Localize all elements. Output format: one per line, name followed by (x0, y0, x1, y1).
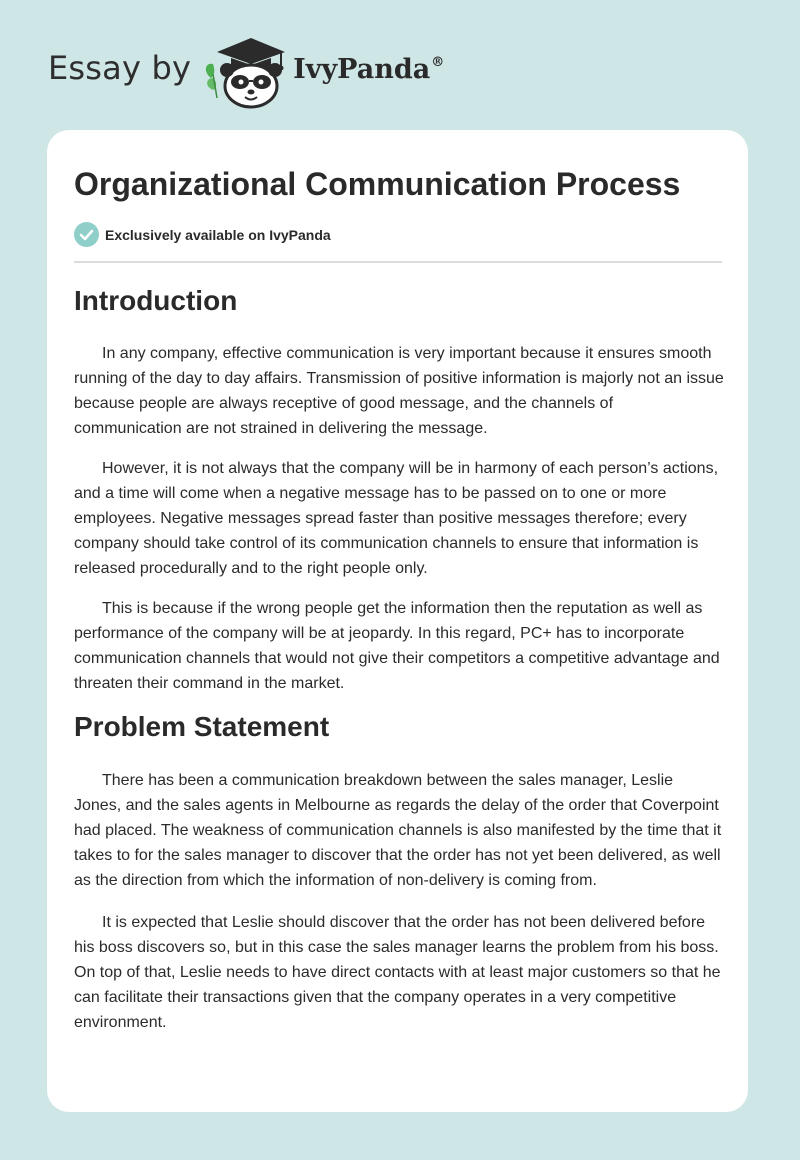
registered-mark: ® (431, 54, 445, 70)
paragraph: There has been a communication breakdown between the sales manager, Leslie Jones, and the sales agents in Melbourne as regards the delay of the order that Coverpoint had placed. The weakness of communication channels is also manifested by the time that it takes to for the sales manager to discover that the order has not yet been delivered, as well as the direction from which the information of non-delivery is coming from. (74, 772, 722, 889)
site-header (48, 34, 444, 110)
ivypanda-logo[interactable] (201, 34, 444, 110)
essay-by-label: Essay by (48, 49, 192, 87)
article-card (47, 130, 748, 1112)
page-title: Organizational Communication Process (74, 166, 681, 202)
section-heading-introduction: Introduction (74, 285, 238, 316)
paragraph: It is expected that Leslie should discover that the order has not been delivered before his boss discovers so, but in this case the sales manager learns the problem from his boss. On top of that, Leslie needs to have direct contacts with at least major customers so that he can facilitate their transactions given that the company operates in a very competitive environment. (74, 914, 721, 1031)
title-divider (74, 261, 722, 263)
exclusive-badge (74, 222, 331, 247)
paragraph: This is because if the wrong people get the information then the reputation as well as performance of the company will be at jeopardy. In this regard, PC+ has to incorporate communication channels that would not give their competitors a competitive advantage and threaten their command in the market. (74, 600, 720, 692)
ivy-leaf-icon (206, 64, 217, 98)
brand-name: IvyPanda® (293, 53, 445, 85)
article-body (74, 280, 724, 1035)
paragraph: In any company, effective communication is very important because it ensures smooth running of the day to day affairs. Transmission of positive information is majorly not an issue because people are always receptive of good message, and the channels of communication are not strained in delivering the message. (74, 345, 724, 437)
panda-graduate-icon (201, 34, 287, 110)
section-heading-problem-statement: Problem Statement (74, 711, 330, 742)
check-circle-icon (74, 222, 99, 247)
paragraph: However, it is not always that the company will be in harmony of each person’s actions, and a time will come when a negative message has to be passed on to one or more employees. Negative messages spread faster than positive messages therefore; every company should take control of its communication channels to ensure that information is released procedurally and to the right people only. (74, 460, 719, 577)
exclusive-badge-label: Exclusively available on IvyPanda (105, 226, 331, 243)
